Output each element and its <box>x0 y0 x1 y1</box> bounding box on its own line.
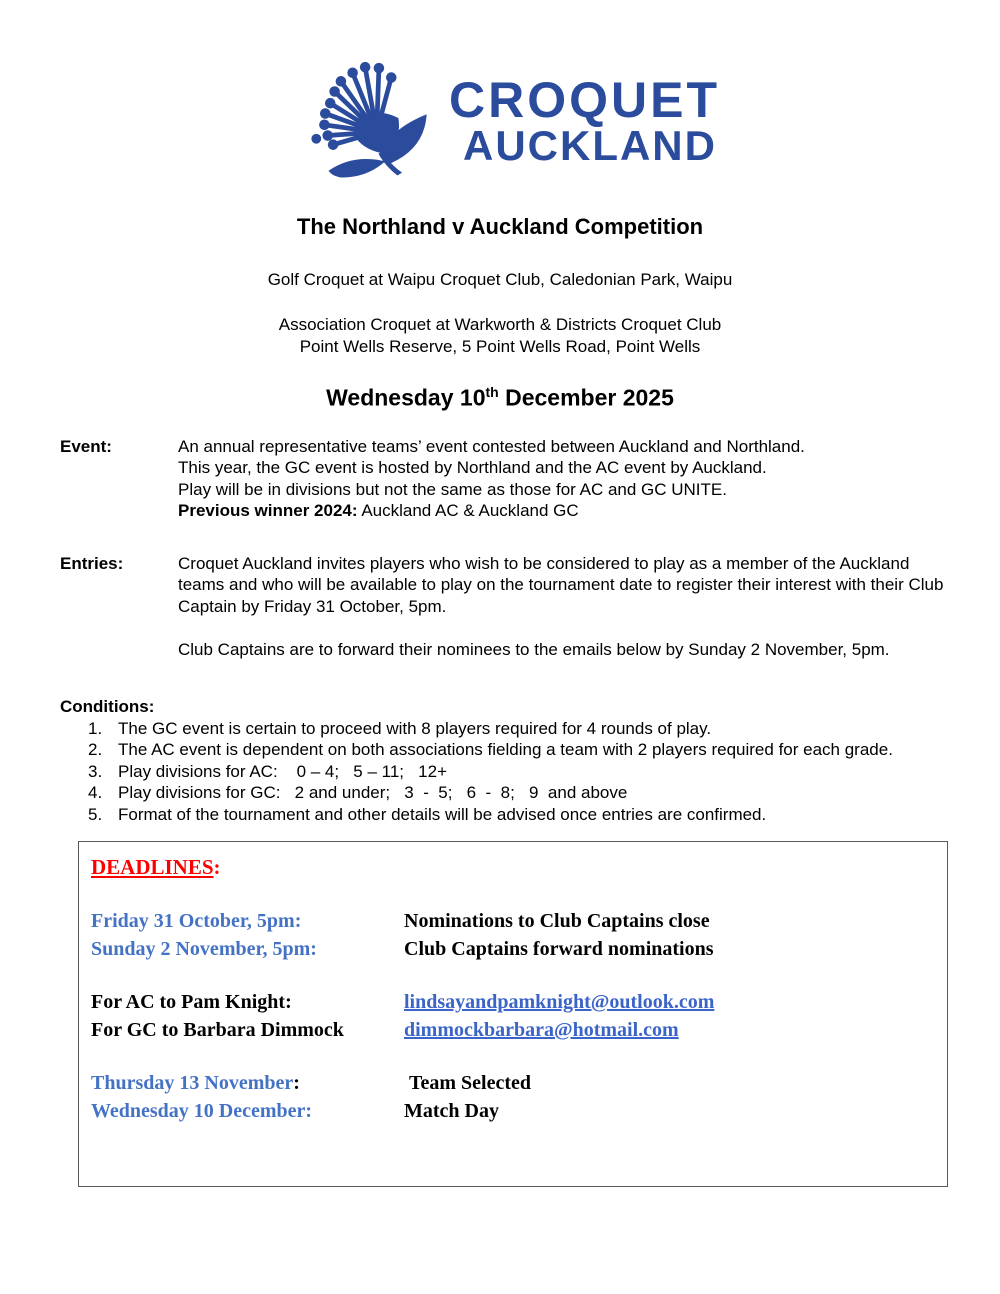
deadline-date: Wednesday 10 December: <box>91 1100 313 1123</box>
entries-paragraph-2: Club Captains are to forward their nominees to the emails below by Sunday 2 November, 5pm. <box>178 639 890 659</box>
deadline-row-forward-nominations <box>91 935 937 963</box>
condition-number: 5. <box>88 804 103 824</box>
contact-row-ac <box>91 988 937 1016</box>
contact-label: For AC to Pam Knight: <box>91 991 292 1014</box>
brand-text <box>449 71 720 169</box>
previous-winner-value: Auckland AC & Auckland GC <box>357 501 579 521</box>
condition-number: 4. <box>88 783 103 803</box>
conditions-section <box>0 696 1000 825</box>
page-title: The Northland v Auckland Competition <box>296 214 704 239</box>
condition-text: Play divisions for GC: 2 and under; 3 - 5; 6 - 8; 9 and above <box>118 783 628 803</box>
deadline-description: Club Captains forward nominations <box>404 938 714 961</box>
deadline-row-nominations-close <box>91 907 937 935</box>
deadline-date: Thursday 13 November: <box>91 1072 300 1095</box>
entries-paragraph-1: Croquet Auckland invites players who wish to be considered to play as a member of the Auckland teams and who will be available to play on the tournament date to register their interest with their Club Captain by Friday 31 October, 5pm. <box>178 553 944 616</box>
deadline-date: Sunday 2 November, 5pm: <box>91 938 317 961</box>
spacer <box>91 963 937 988</box>
paragraph-spacer <box>178 617 946 639</box>
email-link-barbara-dimmock[interactable]: dimmockbarbara@hotmail.com <box>404 1019 679 1042</box>
previous-winner-label: Previous winner 2024: <box>178 501 358 521</box>
condition-item <box>0 761 1000 783</box>
condition-text: The GC event is certain to proceed with 8 players required for 4 rounds of play. <box>118 718 712 738</box>
event-line: Play will be in divisions but not the same as those for AC and GC UNITE. <box>178 479 727 499</box>
condition-number: 3. <box>88 761 103 781</box>
condition-text: Format of the tournament and other details will be advised once entries are confirmed. <box>118 804 767 824</box>
event-content <box>178 436 946 522</box>
deadline-row-match-day <box>91 1097 937 1125</box>
event-line: An annual representative teams’ event contested between Auckland and Northland. <box>178 436 805 456</box>
entries-label: Entries: <box>60 553 124 573</box>
deadline-date: Friday 31 October, 5pm: <box>91 910 302 933</box>
pohutukawa-flower-icon <box>280 52 445 184</box>
deadline-row-team-selected <box>91 1069 937 1097</box>
entries-section <box>0 553 1000 661</box>
spacer <box>91 880 937 907</box>
brand-auckland: AUCKLAND <box>463 121 717 169</box>
condition-item <box>0 739 1000 761</box>
deadline-description: Nominations to Club Captains close <box>404 910 710 933</box>
event-date-heading: Wednesday 10th December 2025 <box>326 384 674 411</box>
condition-item <box>0 804 1000 826</box>
entries-content <box>178 553 946 661</box>
contact-label: For GC to Barbara Dimmock <box>91 1019 344 1042</box>
condition-number: 2. <box>88 740 103 760</box>
condition-item <box>0 782 1000 804</box>
deadline-description: Team Selected <box>409 1072 532 1095</box>
email-link-pam-knight[interactable]: lindsayandpamknight@outlook.com <box>404 991 715 1014</box>
conditions-label: Conditions: <box>60 697 155 717</box>
croquet-auckland-logo <box>280 52 720 184</box>
spacer <box>91 1044 937 1069</box>
contact-row-gc <box>91 1016 937 1044</box>
venue-association-croquet <box>0 314 1000 358</box>
event-label: Event: <box>60 436 112 456</box>
date-superscript: th <box>485 384 499 400</box>
venue-golf-croquet: Golf Croquet at Waipu Croquet Club, Caledonian Park, Waipu <box>267 270 733 289</box>
deadlines-box <box>78 841 948 1187</box>
brand-croquet: CROQUET <box>449 71 720 128</box>
event-section <box>0 436 1000 522</box>
event-line: This year, the GC event is hosted by Northland and the AC event by Auckland. <box>178 458 767 478</box>
header <box>0 0 1000 184</box>
venue-ac-line1: Association Croquet at Warkworth & Districts Croquet Club <box>278 315 722 334</box>
deadline-description: Match Day <box>404 1100 499 1123</box>
deadlines-title: DEADLINES: <box>91 855 221 880</box>
venue-ac-line2: Point Wells Reserve, 5 Point Wells Road, Point Wells <box>299 337 701 356</box>
condition-item <box>0 718 1000 740</box>
condition-text: Play divisions for AC: 0 – 4; 5 – 11; 12+ <box>118 761 448 781</box>
condition-text: The AC event is dependent on both associations fielding a team with 2 players required for each grade. <box>118 740 893 760</box>
event-previous-winner <box>178 500 946 522</box>
condition-number: 1. <box>88 718 103 738</box>
